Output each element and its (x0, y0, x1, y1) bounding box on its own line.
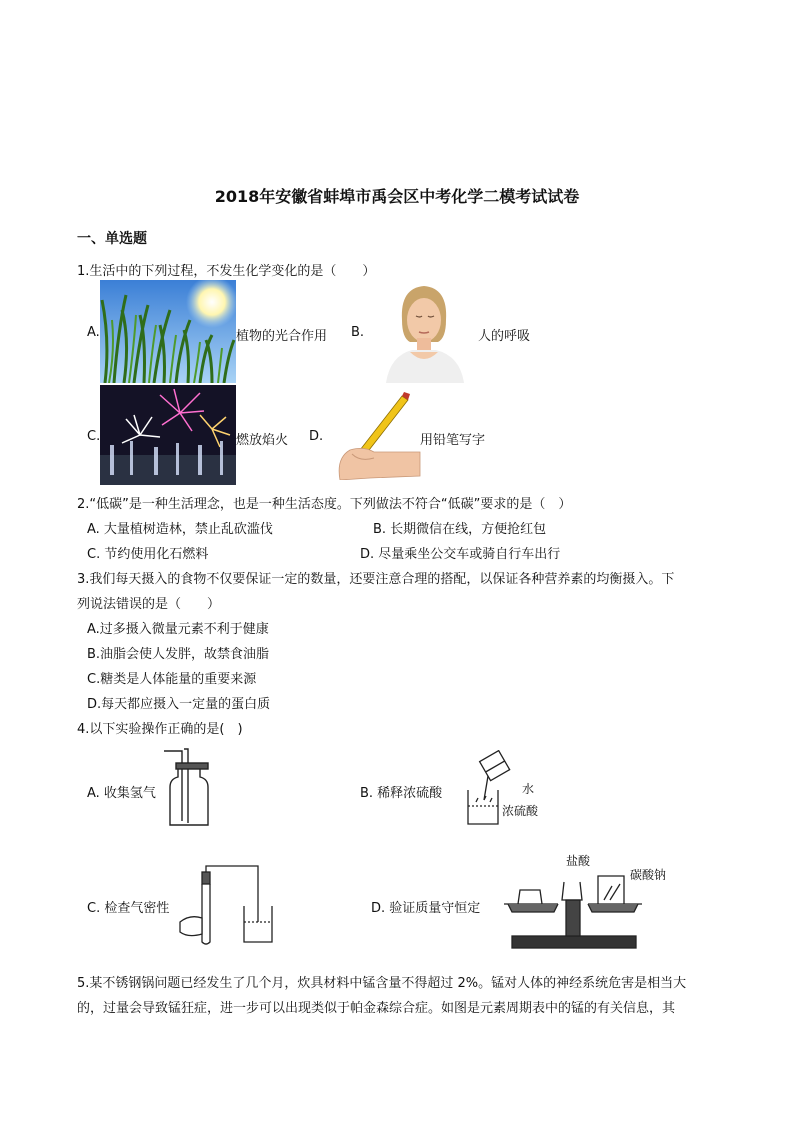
q1-option-c-text: 燃放焰火 (236, 433, 289, 448)
q1-option-a-text: 植物的光合作用 (236, 329, 328, 344)
q3-option-d: D.每天都应摄入一定量的蛋白质 (87, 697, 271, 712)
q5-line1: 5.某不锈钢锅问题已经发生了几个月，炊具材料中锰含量不得超过 2%。锰对人体的神经系统危害是相当大 (77, 976, 687, 991)
q4-option-d: D. 验证质量守恒定 (371, 901, 481, 916)
q2-option-d: D. 尽量乘坐公交车或骑自行车出行 (360, 547, 561, 562)
q2-option-b: B. 长期微信在线，方便抢红包 (373, 522, 547, 537)
q2-stem: 2.“低碳”是一种生活理念，也是一种生活态度。下列做法不符合“低碳”要求的是（ ） (77, 497, 572, 512)
q5-line2: 的，过量会导致锰狂症，进一步可以出现类似于帕金森综合症。如图是元素周期表中的锰的有关信息，其 (77, 1001, 676, 1016)
q1-photo-woman-breathing (366, 280, 478, 383)
q4-stem: 4.以下实验操作正确的是( ) (77, 722, 243, 737)
q4-diagram-balance (500, 860, 646, 952)
q4-b-label-water: 水 (522, 782, 535, 796)
q4-d-label-sodium-carbonate: 碳酸钠 (630, 868, 667, 882)
q3-option-a: A.过多摄入微量元素不利于健康 (87, 622, 269, 637)
exam-title: 2018年安徽省蚌埠市禹会区中考化学二模考试试卷 (214, 187, 580, 206)
q4-option-a: A. 收集氢气 (87, 786, 156, 801)
q2-option-a: A. 大量植树造林，禁止乱砍滥伐 (87, 522, 273, 537)
q1-stem: 1.生活中的下列过程，不发生化学变化的是（ ） (77, 264, 376, 279)
q3-stem-line1: 3.我们每天摄入的食物不仅要保证一定的数量，还要注意合理的搭配，以保证各种营养素的均衡摄入。下 (77, 572, 675, 587)
q4-option-c: C. 检查气密性 (87, 901, 170, 916)
q4-d-label-hcl: 盐酸 (566, 854, 591, 868)
q1-photo-fireworks (100, 385, 236, 485)
q2-option-c: C. 节约使用化石燃料 (87, 547, 209, 562)
q1-option-a-letter: A. (87, 325, 100, 340)
q4-option-b: B. 稀释浓硫酸 (360, 786, 443, 801)
q1-option-b-letter: B. (351, 325, 365, 340)
q4-b-label-acid: 浓硫酸 (502, 804, 539, 818)
q1-photo-plants-sun (100, 280, 236, 383)
q1-option-d-letter: D. (309, 429, 324, 444)
q3-option-b: B.油脂会使人发胖，故禁食油脂 (87, 647, 270, 662)
q3-option-c: C.糖类是人体能量的重要来源 (87, 672, 257, 687)
q1-photo-pencil-writing (330, 392, 422, 480)
q3-stem-line2: 列说法错误的是（ ） (77, 597, 221, 612)
section-heading: 一、单选题 (77, 231, 147, 247)
q1-option-c-letter: C. (87, 429, 101, 444)
q4-diagram-airtightness (176, 862, 278, 948)
q1-option-d-text: 用铅笔写字 (420, 433, 486, 448)
q4-diagram-gas-collection (160, 745, 216, 829)
q1-option-b-text: 人的呼吸 (478, 329, 531, 344)
